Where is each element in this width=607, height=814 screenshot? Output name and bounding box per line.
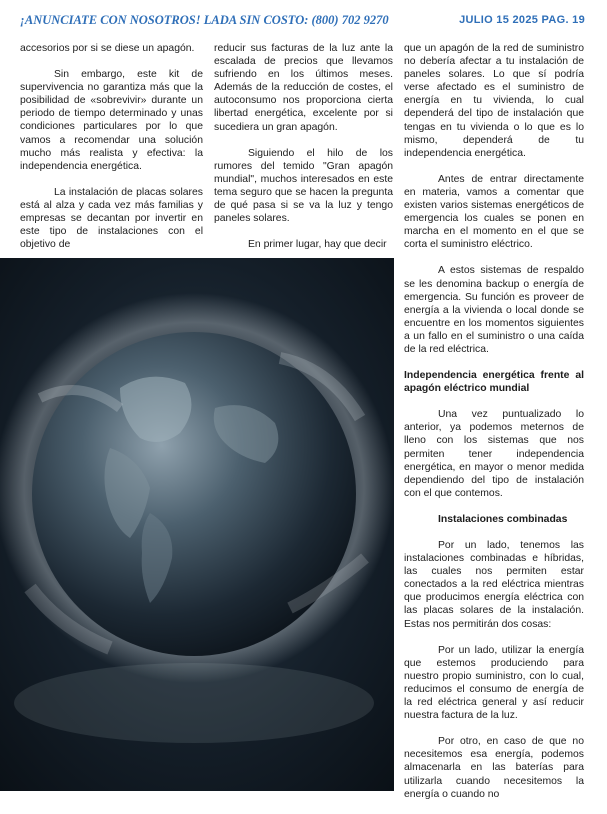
column-3	[404, 42, 584, 814]
paragraph: Por un lado, tenemos las instalaciones combinadas e híbridas, las cuales nos permiten estar conectados a la red eléctrica mientras que producimos energía eléctrica con las placas solares de la instalación. Estas nos permitirán dos cosas:	[404, 540, 584, 630]
section-heading: Instalaciones combinadas	[438, 513, 568, 525]
column-2	[214, 42, 393, 264]
paragraph: reducir sus facturas de la luz ante la escalada de precios que llevamos sufriendo en los últimos meses. Además de la reducción de costes, el autoconsumo nos proporciona cierta libertad energética, excelente por si sucediera un gran apagón.	[214, 43, 393, 133]
paragraph: Siguiendo el hilo de los rumores del temido "Gran apagón mundial", muchos interesados en este tema seguro que se hacen la pregunta de qué pasa si se va la luz y tengo paneles solares.	[214, 147, 393, 225]
paragraph: que un apagón de la red de suministro no debería afectar a tu instalación de paneles solares. Lo que sí podría verse afectado es el suministro de energía en tu vivienda, lo cual dependerá del tipo de instalación que tengas en tu vivienda o lo que es lo mismo, dependerá de tu independencia energética.	[404, 43, 584, 159]
paragraph: En primer lugar, hay que decir	[248, 239, 387, 251]
earth-illustration	[0, 258, 394, 791]
paragraph: Por otro, en caso de que no necesitemos esa energía, podemos almacenarla en las baterías para utilizarla cuando necesitemos la energía o cuando no	[404, 736, 584, 800]
paragraph: Antes de entrar directamente en materia, vamos a comentar que existen varios sistemas energéticos de emergencia los cuales se ponen en marcha en el momento en el que se corta el suministro eléctrico.	[404, 173, 584, 251]
paragraph: Una vez puntualizado lo anterior, ya podemos meternos de lleno con los sistemas que nos permiten tener independencia energética, en mayor o menor medida dependiendo del tipo de instalación con el que contemos.	[404, 409, 584, 499]
paragraph: accesorios por si se diese un apagón.	[20, 43, 195, 54]
page-header	[0, 6, 607, 28]
column-1	[20, 42, 203, 264]
section-heading: Independencia energética frente al apagón eléctrico mundial	[404, 370, 584, 395]
paragraph: A estos sistemas de respaldo se les denomina backup o energía de emergencia. Su función es proveer de energía a la vivienda o local donde se encuentre en los momentos siguientes a un fallo en el suministro o una caída de la red eléctrica.	[404, 265, 584, 355]
date-page-number: JULIO 15 2025 PAG. 19	[459, 14, 585, 26]
paragraph: La instalación de placas solares está al alza y cada vez más familias y empresas se decantan por invertir en este tipo de instalaciones con el objetivo de	[20, 186, 203, 251]
paragraph: Por un lado, utilizar la energía que estemos produciendo para nuestro propio suministro, con lo cual, reducimos el consumo de energía de la red eléctrica general y así reducir nuestra factura de la luz.	[404, 644, 584, 722]
advertise-banner: ¡ANUNCIATE CON NOSOTROS! LADA SIN COSTO: (800) 702 9270	[20, 13, 389, 27]
paragraph: Sin embargo, este kit de supervivencia no garantiza más que la posibilidad de «sobrevivir» durante un periodo de tiempo determinado y unas condiciones particulares por lo que vamos a recomendar una solución mucho más realista y efectiva: la independencia energética.	[20, 69, 203, 172]
